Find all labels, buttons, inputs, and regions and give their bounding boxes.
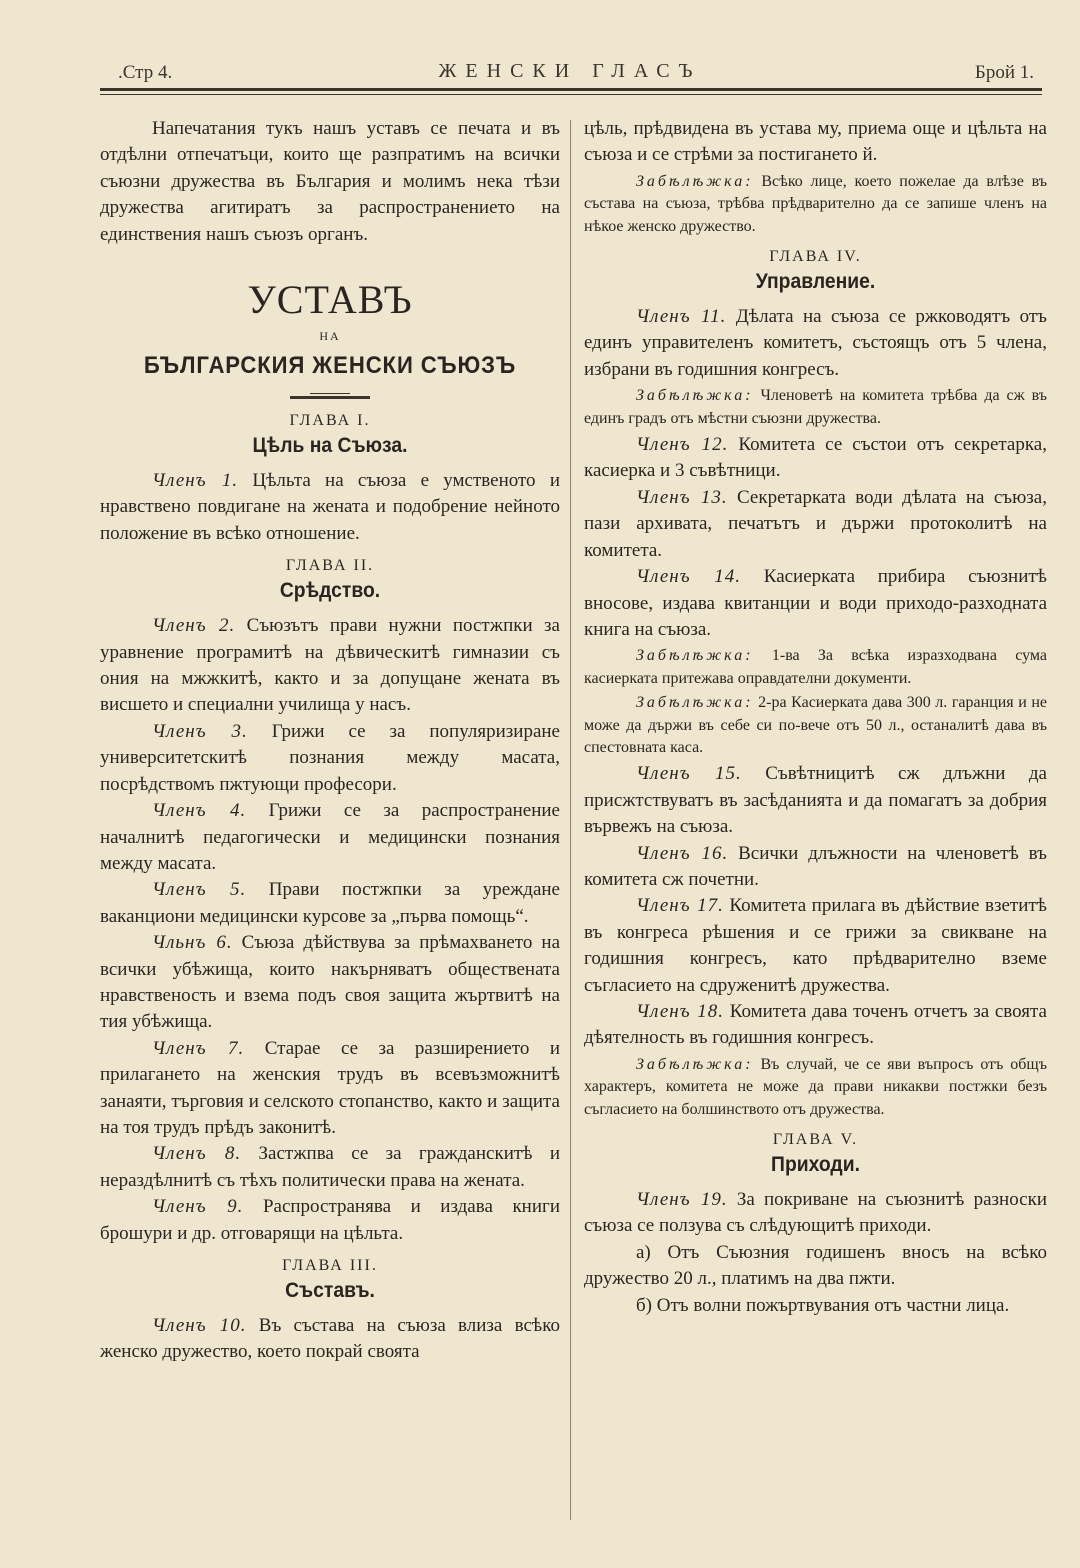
note-label: Забѣлѣжка:: [636, 1055, 754, 1073]
article-4: [100, 798, 560, 877]
statute-title-on: НА: [319, 329, 341, 344]
article-14: [584, 564, 1047, 643]
article-19: [584, 1187, 1047, 1240]
header-rule-thin: [100, 94, 1042, 95]
article-15: [584, 761, 1047, 840]
left-column: [100, 116, 560, 1366]
article-11: [584, 304, 1047, 383]
note-text: Членоветѣ на комитета трѣбва да сж въ единъ градъ отъ мѣстни съюзни дружества.: [584, 387, 1047, 427]
right-column: [584, 116, 1047, 1319]
article-text: За покриване на съюзнитѣ разноски съюза се ползува съ слѣдующитѣ приходи.: [584, 1189, 1048, 1237]
chapter-4-label: ГЛАВА IV.: [769, 248, 862, 266]
note-text: Въ случай, че се яви въпросъ отъ общъ характеръ, комитета не може да прави никакви постжки безъ съгласието на болшинството отъ дружества.: [584, 1055, 1047, 1118]
article-label: Членъ 19.: [636, 1189, 728, 1211]
article-text: Распространява и издава книги брошури и др. отговарящи на цѣльта.: [100, 1196, 560, 1244]
article-label: Членъ 4.: [152, 800, 247, 822]
article-label: Членъ 3.: [152, 720, 248, 742]
article-text: Комитета дава точенъ отчетъ за своята дѣятелность въ годишния конгресъ.: [584, 1001, 1047, 1049]
article-text: Съюзътъ прави нужни постжпки за уравнение програмитѣ на дѣвическитѣ гимназии съ ония на мжжкитѣ, както и за допущане жената въ висшето и специални училища у насъ.: [100, 615, 560, 716]
chapter-2-label: ГЛАВА II.: [285, 557, 375, 575]
article-text: Грижи се за распространение началнитѣ педагогически и медицински познания между масата.: [100, 800, 560, 874]
note-5: [584, 1054, 1047, 1121]
page-header: [100, 60, 1040, 86]
chapter-1-label: ГЛАВА I.: [289, 412, 371, 430]
note-label: Забѣлѣжка:: [636, 172, 754, 190]
article-label: Членъ 16.: [636, 842, 729, 864]
article-text: Всички длъжности на членоветѣ въ комитета сж почетни.: [584, 842, 1047, 890]
article-label: Членъ 15.: [636, 763, 742, 785]
article-text: Комитета прилага въ дѣйствие взетитѣ въ конгреса рѣшения и се грижи за свикване на годишния конгресъ, като прѣдварително вземе съгласието на сдруженитѣ дружества.: [584, 895, 1047, 996]
article-text: Съвѣтницитѣ сж длъжни да присжтствуватъ въ засѣданията и да помагатъ за добрия вървежъ на съюза.: [584, 763, 1047, 838]
article-16: [584, 841, 1047, 894]
intro-paragraph: Напечатания тукъ нашъ уставъ се печата и въ отдѣлни отпечатъци, които ще разпратимъ на всички съюзни дружества въ България и молимъ нека тѣзи дружества агитиратъ за распространението на единствения нашъ съюзъ органъ.: [100, 118, 560, 245]
article-label: Членъ 2.: [152, 615, 236, 637]
article-1: [100, 468, 560, 547]
article-text: Въ състава на съюза влиза всѣко женско дружество, което покрай своята: [100, 1315, 560, 1363]
article-label: Членъ 5.: [152, 879, 247, 901]
article-label: Членъ 9.: [152, 1196, 244, 1218]
article-12: [584, 432, 1047, 485]
article-18: [584, 999, 1047, 1052]
note-2: [584, 385, 1047, 430]
header-rule-thick: [100, 88, 1042, 91]
article-text: Прави постжпки за уреждане ваканциони медицински курсове за „първа помощь“.: [100, 879, 560, 927]
note-3: [584, 645, 1047, 690]
chapter-3-title: Съставъ.: [285, 1279, 375, 1302]
article-text: Дѣлата на съюза се ржководятъ отъ единъ управителенъ комитетъ, състоящъ отъ 5 члена, избрани въ годишния конгресъ.: [584, 306, 1047, 380]
article-label: Членъ 11.: [636, 306, 727, 328]
newspaper-title: ЖЕНСКИ ГЛАСЪ: [438, 60, 702, 82]
income-item-b: б) Отъ волни пожъртвувания отъ частни лица.: [636, 1294, 1010, 1316]
ornament-rule: [100, 392, 560, 402]
chapter-5-title: Приходи.: [771, 1153, 860, 1177]
article-text: Застжпва се за гражданскитѣ и нераздѣлнитѣ съ тѣхъ политически права на жената.: [100, 1143, 560, 1191]
note-label: Забѣлѣжка:: [636, 647, 754, 665]
note-4: [584, 692, 1047, 759]
article-label: Членъ 8.: [152, 1143, 242, 1165]
article-3: [100, 719, 560, 798]
article-text: Съюза дѣйствува за прѣмахването на всички убѣжища, които накърняватъ обществената нравственость и взема подъ своя защита жъртвитѣ на тия убѣжища.: [100, 932, 560, 1033]
note-label: Забѣлѣжка:: [636, 694, 754, 712]
note-text: Всѣко лице, което пожелае да влѣзе въ състава на съюза, трѣбва прѣдварително да се запише членъ на нѣкое женско дружество.: [584, 172, 1047, 235]
chapter-2-title: Срѣдство.: [279, 579, 381, 603]
statute-subtitle: БЪЛГАРСКИЯ ЖЕНСКИ СЪЮЗЪ: [143, 352, 517, 380]
article-7: [100, 1036, 560, 1142]
article-13: [584, 485, 1047, 564]
article-5: [100, 877, 560, 930]
page-number: .Стр 4.: [118, 62, 173, 83]
chapter-1-title: Цѣль на Съюза.: [252, 434, 408, 458]
article-label: Членъ 13.: [636, 486, 728, 508]
article-text: Цѣльта на съюза е умственото и нравствено повдигане на жената и подобрение нейното положение въ всѣко отношение.: [100, 470, 560, 544]
note-1: [584, 171, 1047, 238]
note-text: 1-ва За всѣка изразходвана сума касиерката притежава оправдателни документи.: [584, 647, 1047, 687]
article-text: Грижи се за популяризиране университетскитѣ познания между масата, посрѣдствомъ пжтующи професори.: [100, 720, 560, 795]
article-text: Старае се за разширението и прилагането на женския трудъ въ всевъзможнитѣ занаяти, търговия и селското стопанство, както и защита на тоя трудъ прѣдъ законитѣ.: [100, 1037, 560, 1138]
article-label: Членъ 14.: [636, 566, 742, 588]
chapter-3-label: ГЛАВА III.: [282, 1257, 378, 1274]
statute-title: УСТАВЪ: [247, 277, 413, 323]
article-label: Чльнъ 6.: [152, 932, 233, 954]
article-label: Членъ 1.: [152, 470, 239, 492]
issue-number: Брой 1.: [974, 62, 1034, 83]
article-10-continued: цѣль, прѣдвидена въ устава му, приема още и цѣльта на съюза и се стрѣми за постигането й.: [584, 118, 1047, 166]
note-text: 2-ра Касиерката дава 300 л. гаранция и не може да държи въ себе си по-вече отъ 50 л., останалитѣ дава въ спестовната каса.: [584, 694, 1047, 756]
article-2: [100, 613, 560, 719]
article-8: [100, 1141, 560, 1194]
article-label: Членъ 10.: [152, 1315, 247, 1336]
article-label: Членъ 12.: [636, 434, 729, 456]
article-label: Членъ 17.: [636, 895, 724, 917]
column-divider: [570, 120, 571, 1520]
article-text: Комитета се състои отъ секретарка, касиерка и 3 съвѣтници.: [584, 434, 1047, 482]
article-10: [100, 1313, 560, 1366]
article-9: [100, 1194, 560, 1247]
article-label: Членъ 18.: [636, 1001, 725, 1022]
article-text: Секретарката води дѣлата на съюза, пази архивата, печатътъ и държи протоколитѣ на комитета.: [584, 486, 1047, 561]
article-label: Членъ 7.: [152, 1037, 245, 1059]
article-6: [100, 930, 560, 1036]
chapter-5-label: ГЛАВА V.: [772, 1131, 859, 1149]
note-label: Забѣлѣжка:: [636, 387, 754, 405]
chapter-4-title: Управление.: [755, 270, 876, 294]
article-text: Касиерката прибира съюзнитѣ вносове, издава квитанции и води приходо-разходната книга на съюза.: [584, 566, 1047, 640]
income-item-a: а) Отъ Съюзния годишенъ вносъ на всѣко дружество 20 л., платимъ на два пжти.: [584, 1241, 1047, 1290]
article-17: [584, 893, 1047, 999]
